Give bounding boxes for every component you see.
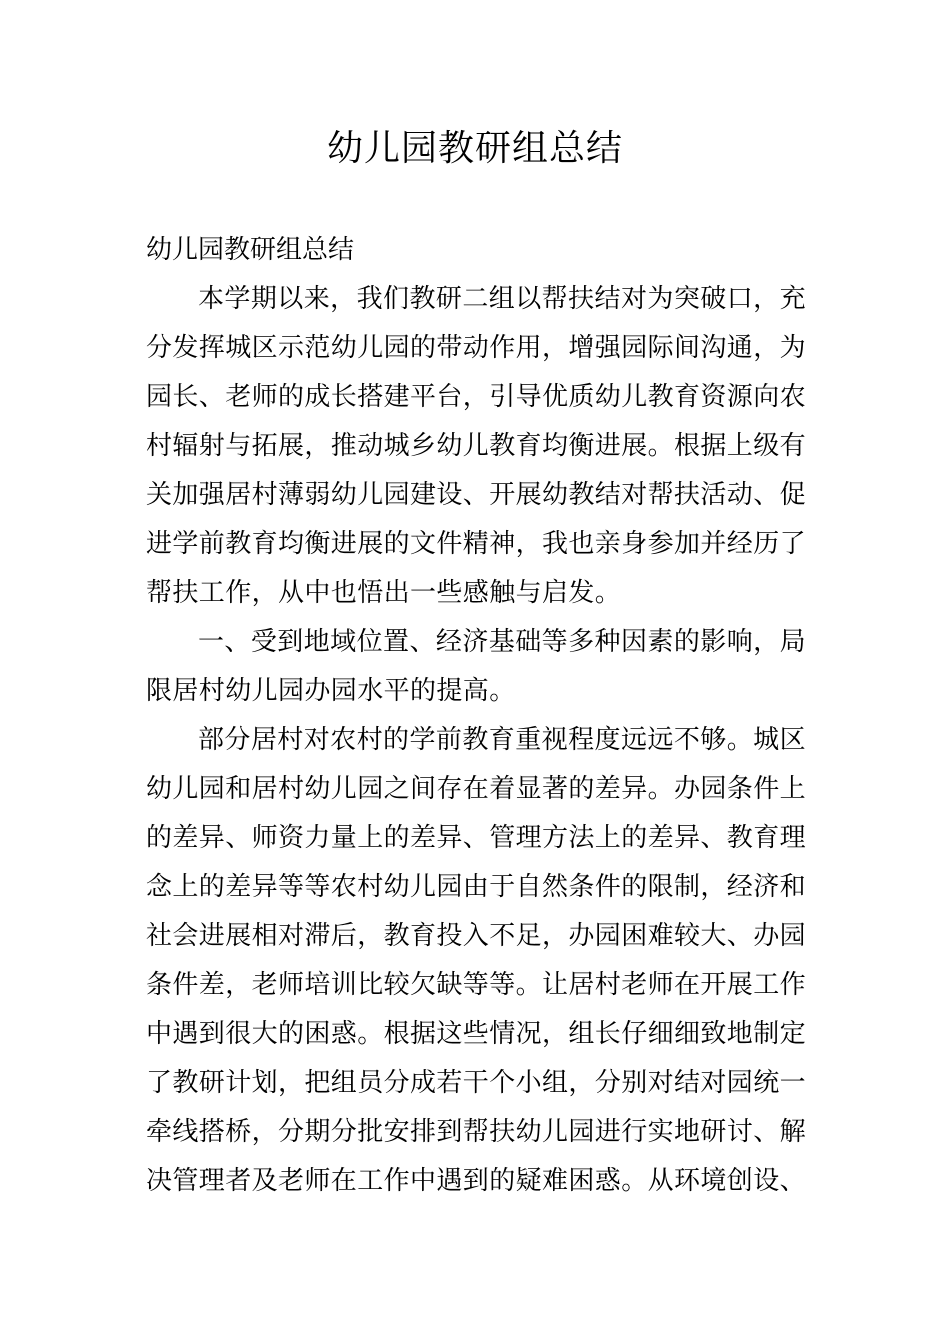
document-subtitle: 幼儿园教研组总结 — [146, 235, 355, 265]
paragraph-section-body: 部分居村对农村的学前教育重视程度远远不够。城区幼儿园和居村幼儿园之间存在着显著的差异。办园条件上的差异、师资力量上的差异、管理方法上的差异、教育理念上的差异等等农村幼儿园由于自然条件的限制，经济和社会进展相对滞后，教育投入不足，办园困难较大、办园条件差，老师培训比较欠缺等等。让居村老师在开展工作中遇到很大的困惑。根据这些情况，组长仔细细致地制定了教研计划，把组员分成若干个小组，分别对结对园统一牵线搭桥，分期分批安排到帮扶幼儿园进行实地研讨、解决管理者及老师在工作中遇到的疑难困惑。从环境创设、 — [146, 725, 807, 1196]
paragraph-section-heading: 一、受到地域位置、经济基础等多种因素的影响，局限居村幼儿园办园水平的提高。 — [146, 627, 806, 706]
document-title: 幼儿园教研组总结 — [326, 128, 623, 169]
document-body — [146, 226, 806, 1206]
paragraph-intro: 本学期以来，我们教研二组以帮扶结对为突破口，充分发挥城区示范幼儿园的带动作用，增强园际间沟通，为园长、老师的成长搭建平台，引导优质幼儿教育资源向农村辐射与拓展，推动城乡幼儿教育均衡进展。根据上级有关加强居村薄弱幼儿园建设、开展幼教结对帮扶活动、促进学前教育均衡进展的文件精神，我也亲身参加并经历了帮扶工作，从中也悟出一些感触与启发。 — [146, 284, 807, 608]
